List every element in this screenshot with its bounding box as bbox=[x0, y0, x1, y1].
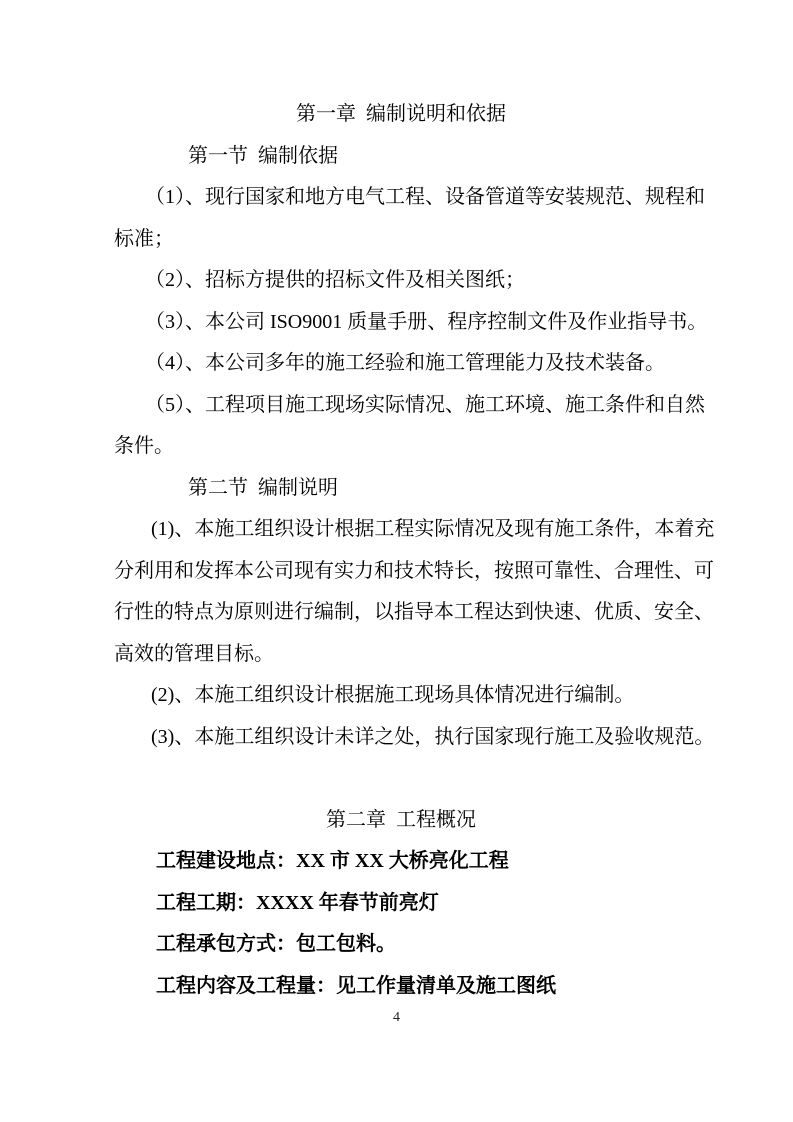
chapter-title: 第一章 编制说明和依据 bbox=[296, 103, 506, 125]
chapter-title: 第二章 工程概况 bbox=[326, 808, 476, 831]
paragraph-line: (3)、本施工组织设计未详之处，执行国家现行施工及验收规范。 bbox=[151, 725, 715, 748]
paragraph-line: 分利用和发挥本公司现有实力和技术特长，按照可靠性、合理性、可 bbox=[114, 559, 714, 582]
paragraph-line: （1）、现行国家和地方电气工程、设备管道等安装规范、规程和 bbox=[145, 186, 705, 208]
project-info-line: 工程建设地点：XX 市 XX 大桥亮化工程 bbox=[156, 850, 509, 872]
project-info-line: 工程内容及工程量：见工作量清单及施工图纸 bbox=[156, 974, 556, 997]
paragraph-line: 行性的特点为原则进行编制，以指导本工程达到快速、优质、安全、 bbox=[114, 601, 714, 623]
page-number-footer: 4 bbox=[393, 1010, 400, 1025]
section-title: 第一节 编制依据 bbox=[188, 144, 338, 167]
paragraph-line: （5）、工程项目施工现场实际情况、施工环境、施工条件和自然 bbox=[145, 393, 705, 416]
paragraph-line: 标准； bbox=[114, 227, 174, 250]
paragraph-line: （2）、招标方提供的招标文件及相关图纸； bbox=[145, 269, 525, 291]
project-info-line: 工程工期：XXXX 年春节前亮灯 bbox=[156, 891, 439, 914]
paragraph-line: (1)、本施工组织设计根据工程实际情况及现有施工条件，本着充 bbox=[151, 518, 715, 540]
paragraph-line: (2)、本施工组织设计根据施工现场具体情况进行编制。 bbox=[151, 684, 635, 706]
paragraph-line: 高效的管理目标。 bbox=[114, 642, 274, 665]
paragraph-line: （3）、本公司 ISO9001 质量手册、程序控制文件及作业指导书。 bbox=[145, 310, 708, 333]
blank-line bbox=[114, 758, 688, 800]
paragraph-line: 条件。 bbox=[114, 435, 174, 457]
paragraph-line: （4）、本公司多年的施工经验和施工管理能力及技术装备。 bbox=[145, 352, 665, 374]
project-info-line: 工程承包方式：包工包料。 bbox=[156, 933, 396, 955]
section-title: 第二节 编制说明 bbox=[188, 476, 338, 499]
